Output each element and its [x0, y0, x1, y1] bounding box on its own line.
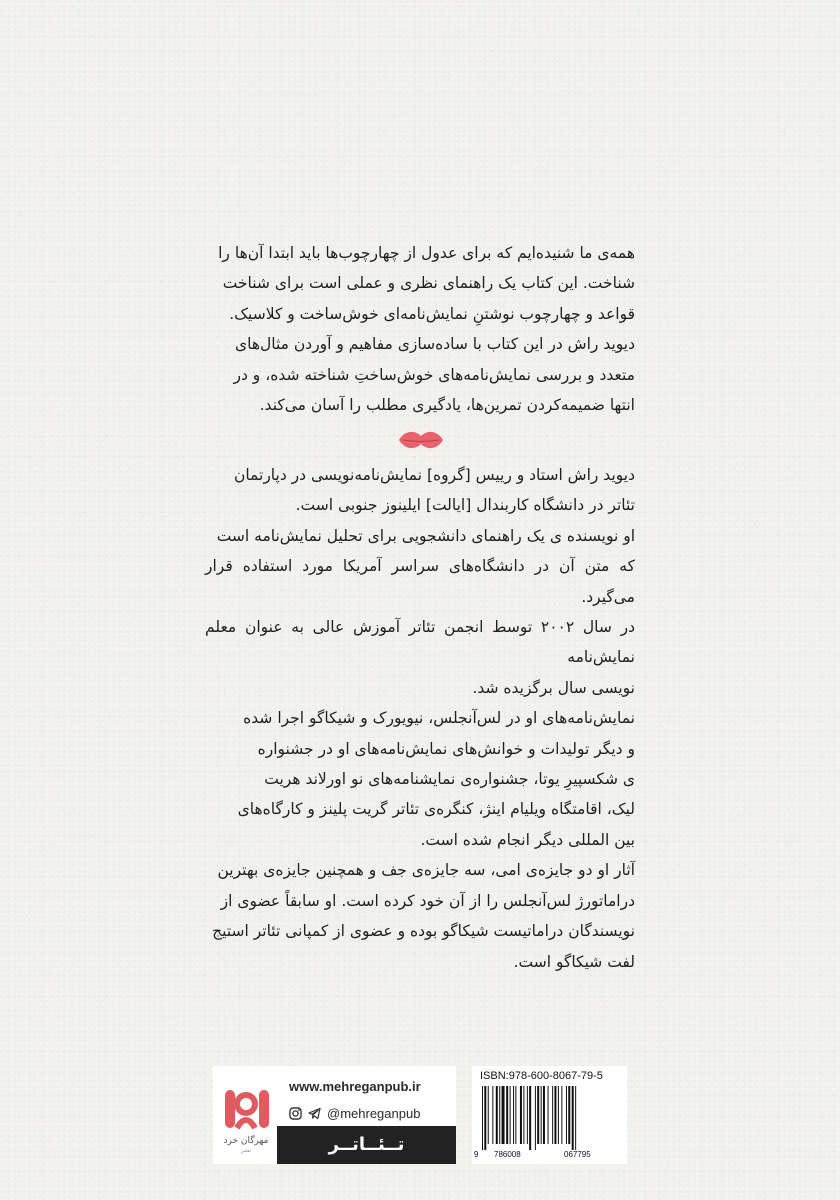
barcode-bar: [537, 1086, 539, 1144]
publisher-logo-sub: نشر: [240, 1147, 252, 1154]
social-handle: @mehreganpub: [327, 1106, 421, 1121]
barcode-bar: [558, 1086, 559, 1144]
barcode-bar: [568, 1086, 570, 1144]
barcode-group2: 067795: [564, 1150, 591, 1159]
intro-line: همه‌ی ما شنیده‌ایم که برای عدول از چهارچوب‌ها باید ابتدا آن‌ها را: [218, 244, 635, 262]
barcode-prefix: 9: [474, 1150, 479, 1159]
bio-line: دراماتورژ لس‌آنجلس را از آن خود کرده است. او سابقاً عضوی از: [220, 891, 635, 910]
barcode-bar: [492, 1086, 493, 1144]
category-label: تــئــاتــر: [277, 1126, 456, 1164]
intro-line: قواعد و چهارچوب نوشتنِ نمایش‌نامه‌ای خوش‌ساخت و کلاسیک.: [229, 304, 635, 323]
barcode-bar: [535, 1086, 536, 1150]
barcode-bar: [566, 1086, 567, 1144]
barcode-bar: [529, 1086, 531, 1150]
bio-line: لفت شیکاگو است.: [513, 952, 635, 971]
barcode-bar: [488, 1086, 489, 1144]
barcode-bar: [552, 1086, 553, 1144]
barcode-bar: [520, 1086, 522, 1144]
barcode-bar: [499, 1086, 500, 1144]
bio-line: و دیگر تولیدات و خوانش‌های نمایش‌نامه‌های او در جشنواره: [257, 739, 635, 758]
barcode: [480, 1086, 620, 1150]
barcode-bar: [523, 1086, 524, 1144]
publisher-logo-name: مهرگان خرد: [223, 1136, 269, 1146]
bio-line: که متن آن در دانشگاه‌های سراسر آمریکا مورد استفاده قرار می‌گیرد.: [205, 557, 635, 606]
barcode-bar: [482, 1086, 483, 1150]
bio-line: نمایش‌نامه‌های او در لس‌آنجلس، نیویورک و شیکاگو اجرا شده: [243, 709, 635, 728]
bio-line: ی شکسپیرِ یوتا، جشنواره‌ی نمایشنامه‌های نو اورلاند هریت: [264, 770, 635, 789]
barcode-bar: [572, 1086, 574, 1150]
barcode-bar: [554, 1086, 556, 1144]
bio-line: لیک، اقامتگاه ویلیام اینژ، کنگره‌ی تئاتر گریت پلینز و کارگاه‌های: [237, 800, 635, 819]
barcode-bar: [575, 1086, 576, 1150]
instagram-icon: [289, 1107, 302, 1120]
bio-line: او نویسنده ی یک راهنمای دانشجویی برای تحلیل نمایش‌نامه است: [216, 526, 635, 545]
barcode-bar: [510, 1086, 511, 1144]
publisher-box: [213, 1066, 456, 1164]
bio-line: در سال ۲۰۰۲ توسط انجمن تئاتر آموزش عالی به عنوان معلم نمایش‌نامه: [205, 618, 635, 667]
publisher-website: www.mehreganpub.ir: [289, 1079, 421, 1094]
bio-line: نویسندگان دراماتیست شیکاگو بوده و عضوی از کمپانی تئاتر استیج: [212, 922, 635, 941]
bio-line: آثار او دو جایزه‌ی امی، سه جایزه‌ی جف و همچنین جایزه‌ی بهترین: [217, 861, 635, 880]
barcode-bar: [548, 1086, 549, 1144]
intro-line: انتها ضمیمه‌کردن تمرین‌ها، یادگیری مطلب را آسان می‌کند.: [259, 396, 635, 415]
barcode-bar: [513, 1086, 514, 1144]
author-bio: [205, 460, 635, 977]
barcode-bar: [506, 1086, 508, 1144]
social-row: [289, 1106, 420, 1121]
barcode-bar: [484, 1086, 486, 1150]
barcode-group1: 786008: [494, 1150, 521, 1159]
barcode-box: [472, 1066, 627, 1164]
barcode-bar: [515, 1086, 516, 1144]
isbn-text: ISBN:978-600-8067-79-5: [480, 1070, 603, 1082]
bio-line: بین المللی دیگر انجام شده است.: [420, 830, 635, 849]
telegram-icon: [308, 1107, 321, 1120]
intro-line: شناخت. این کتاب یک راهنمای نظری و عملی است برای شناخت: [222, 274, 635, 293]
barcode-bar: [561, 1086, 562, 1144]
intro-line: متعدد و بررسی نمایش‌نامه‌های خوش‌ساختِ شناخته شده، و در: [233, 365, 635, 384]
bio-line: نویسی سال برگزیده شد.: [472, 678, 635, 697]
bio-line: تئاتر در دانشگاه کاربندال [ایالت] ایلینوز جنوبی است.: [295, 496, 635, 515]
lips-icon: [397, 430, 445, 450]
barcode-bar: [496, 1086, 498, 1144]
intro-line: دیوید راش در این کتاب با ساده‌سازی مفاهیم و آوردن مثال‌های: [234, 335, 635, 354]
barcode-bar: [527, 1086, 528, 1144]
barcode-bar: [502, 1086, 505, 1144]
intro-paragraph: [205, 238, 635, 420]
barcode-bar: [541, 1086, 542, 1144]
bio-line: دیوید راش استاد و رییس [گروه] نمایش‌نامه‌نویسی در دپارتمان: [233, 466, 635, 484]
barcode-bar: [543, 1086, 545, 1144]
